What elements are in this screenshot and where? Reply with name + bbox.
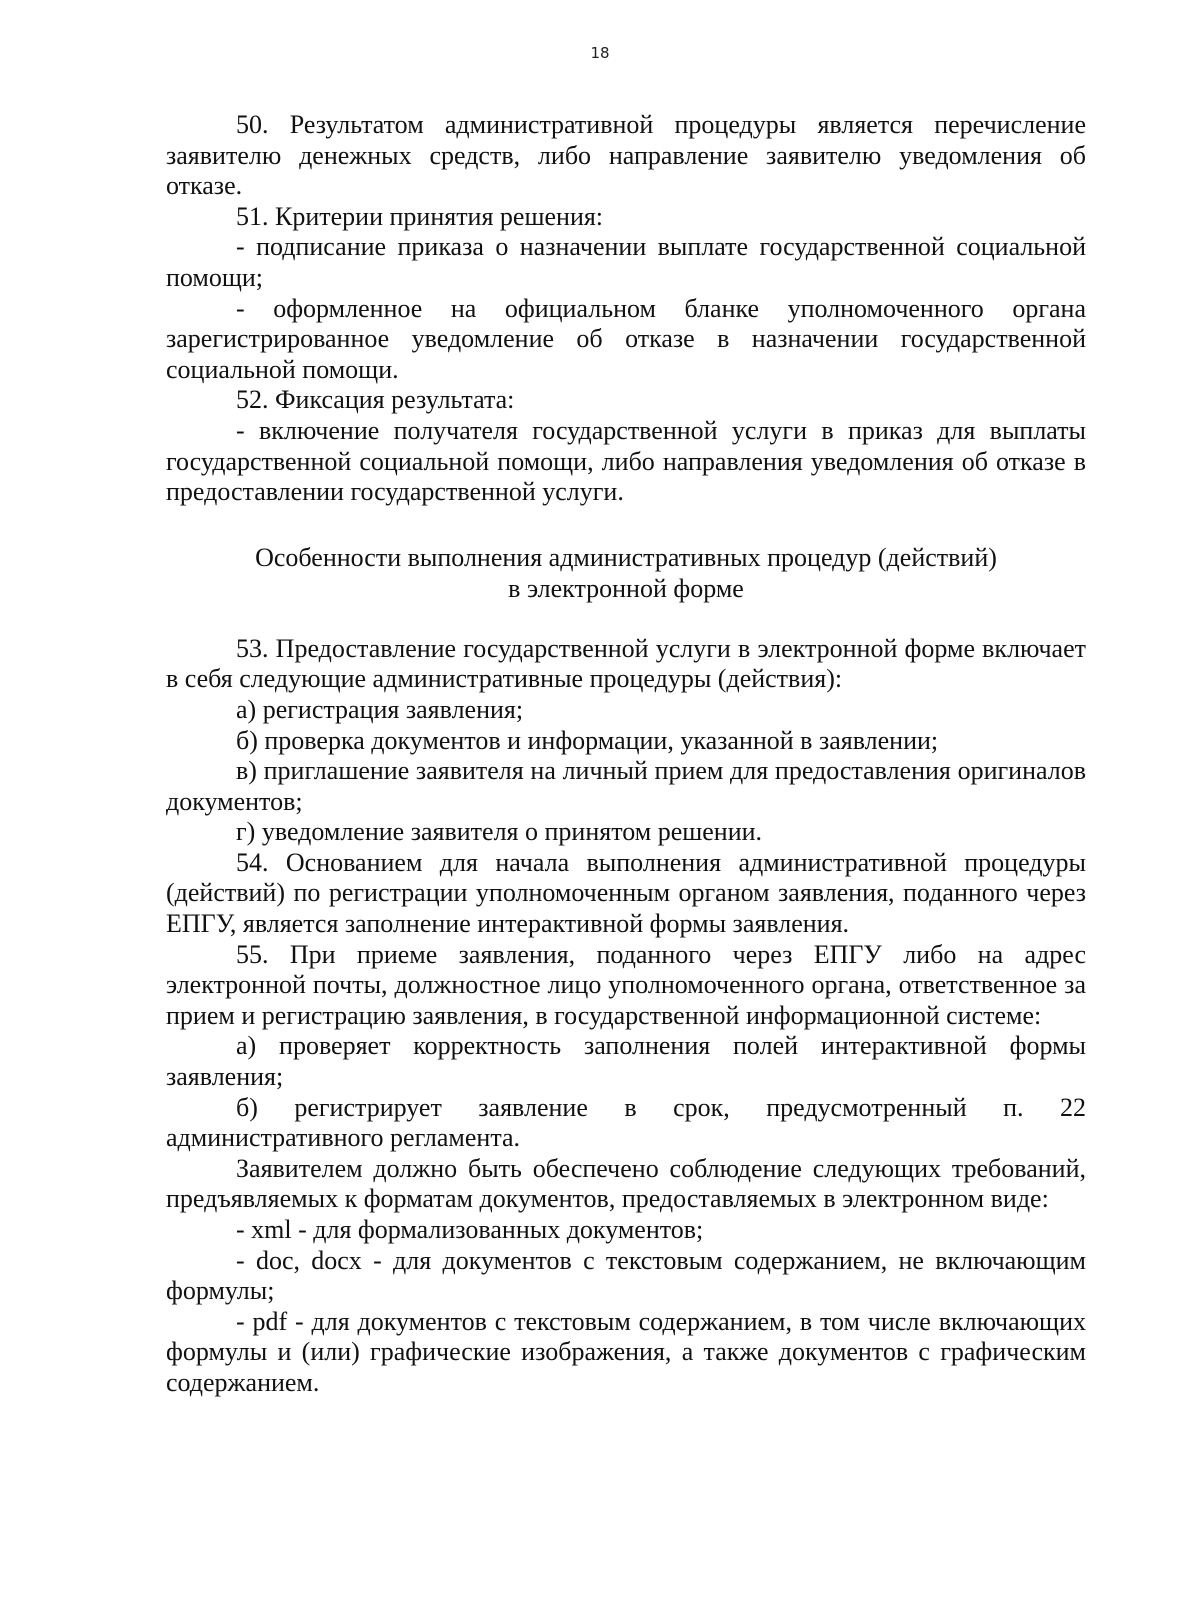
section-heading	[166, 542, 1086, 604]
paragraph-52: 52. Фиксация результата:	[236, 385, 515, 415]
section-heading-line-2: в электронной форме	[508, 573, 744, 603]
criteria-item-refusal: - оформленное на официальном бланке уполномоченного органа зарегистрированное уведомление об отказе в назначении государственной социальной помощи.	[166, 293, 1086, 384]
paragraph-51: 51. Критерии принятия решения:	[236, 201, 604, 231]
page-number: 18	[590, 44, 610, 62]
paragraph-54: 54. Основанием для начала выполнения административной процедуры (действий) по регистрации уполномоченным органом заявления, поданного через ЕПГУ, является заполнение интерактивной формы заявления.	[166, 847, 1086, 939]
section-heading-line-1: Особенности выполнения административных процедур (действий)	[255, 542, 997, 572]
procedure-item-g: г) уведомление заявителя о принятом решении.	[236, 817, 763, 847]
procedure-item-v: в) приглашение заявителя на личный прием для предоставления оригиналов документов;	[166, 756, 1086, 816]
paragraph-55: 55. При приеме заявления, поданного через ЕПГУ либо на адрес электронной почты, должностное лицо уполномоченного органа, ответственное за прием и регистрацию заявления, в государственной информационной системе:	[166, 939, 1086, 1030]
procedure-item-b: б) проверка документов и информации, указанной в заявлении;	[236, 725, 939, 755]
format-requirements: Заявителем должно быть обеспечено соблюдение следующих требований, предъявляемых к форматам документов, предоставляемых в электронном виде:	[166, 1153, 1086, 1214]
procedure-item-a: а) регистрация заявления;	[236, 694, 524, 724]
format-item-doc: - doc, docx - для документов с текстовым содержанием, не включающим формулы;	[166, 1245, 1086, 1306]
check-item-a: а) проверяет корректность заполнения полей интерактивной формы заявления;	[166, 1031, 1086, 1092]
format-item-pdf: - pdf - для документов с текстовым содержанием, в том числе включающих формулы и (или) графические изображения, а также документов с графическим содержанием.	[166, 1306, 1086, 1397]
criteria-item-order: - подписание приказа о назначении выплате государственной социальной помощи;	[166, 232, 1086, 292]
paragraph-53: 53. Предоставление государственной услуги в электронной форме включает в себя следующие административные процедуры (действия):	[166, 633, 1086, 694]
paragraph-50: 50. Результатом административной процедуры является перечисление заявителю денежных средств, либо направление заявителю уведомления об отказе.	[166, 110, 1086, 201]
check-item-b: б) регистрирует заявление в срок, предусмотренный п. 22 административного регламента.	[166, 1092, 1086, 1153]
format-item-xml: - xml - для формализованных документов;	[236, 1215, 704, 1244]
document-body	[166, 110, 1086, 1399]
result-item: - включение получателя государственной услуги в приказ для выплаты государственной социальной помощи, либо направления уведомления об отказе в предоставлении государственной услуги.	[166, 415, 1086, 507]
